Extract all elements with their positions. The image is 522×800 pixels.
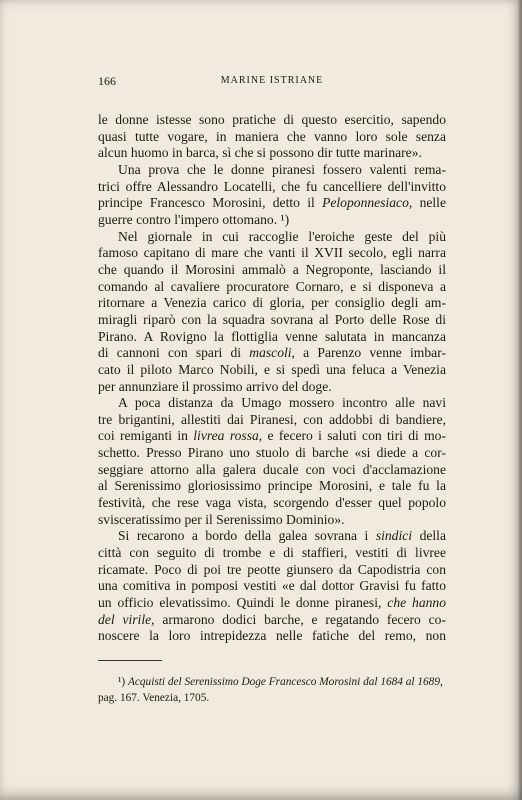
text-line: del virile, armarono dodici barche, e regatando fecero co- [98,611,446,627]
text-line: schetto. Presso Pirano uno stuolo di barche «si diede a cor- [98,445,446,461]
text-line: che quando il Morosini ammalò a Negroponte, lasciando il [98,261,446,277]
text-line: trici offre Alessandro Locatelli, che fu cancelliere dell'invitto [98,178,446,194]
paragraph-1 [98,112,446,162]
text-line: comando al cavaliere procuratore Cornaro, e si disponeva a [98,278,446,294]
paragraph-2 [98,162,446,229]
running-head [98,74,446,90]
text-line: guerre contro l'impero ottomano. ¹) [98,211,290,227]
text-line: coi remiganti in livrea rossa, e fecero i saluti con tiri di mo- [98,428,447,444]
text-line: tre brigantini, allestiti dai Piranesi, con addobbi di bandiere, [98,411,446,427]
italic-text: sindici [375,528,413,544]
paragraph-5 [98,528,446,645]
text-line: Una prova che le donne piranesi fossero valenti rema- [118,161,446,177]
text-line: ricamate. Poco di poi tre peotte giunsero da Capodistria con [98,561,446,577]
text-line: Si recarono a bordo della galea sovrana i sindici della [118,528,446,544]
text-line: miragli riparò con la squadra sovrana al Porto delle Rose di [98,311,446,327]
paragraph-3 [98,229,446,396]
text-line: famoso capitano di mare che vanti il XVII secolo, egli narra [98,245,446,261]
page-number: 166 [98,74,116,88]
text-line: principe Francesco Morosini, detto il Peloponnesiaco, nelle [98,195,446,211]
italic-text: Acquisti del Serenissimo Doge Francesco Morosini dal 1684 al 1689 [127,676,440,688]
text-line: quasi tutte vogare, in maniera che vanno loro sole senza [98,128,446,144]
text-line: noscere la loro intrepidezza nelle fatiche del remo, non [98,628,446,644]
italic-text: che hanno [387,595,447,611]
body-text [98,112,446,645]
italic-text: mascoli [249,345,292,361]
paragraph-4 [98,395,446,528]
text-line: di cannoni con spari di mascoli, a Parenzo venne imbar- [98,345,446,361]
text-line: svisceratissimo per il Serenissimo Dominio». [98,511,345,527]
text-line: le donne istesse sono pratiche di questo esercitio, sapendo [98,112,446,127]
italic-text: livrea rossa [193,428,259,444]
text-line: un officio elevatissimo. Quindi le donne piranesi, che hanno [98,595,447,611]
text-line: Pirano. A Rovigno la flottiglia venne salutata in mancanza [98,328,446,344]
text-line: Nel giornale in cui raccoglie l'eroiche geste del più [118,228,446,244]
text-line: seggiare attorno alla galera ducale con voci d'acclamazione [98,461,446,477]
italic-text: del virile [98,611,152,627]
footnote-rule [98,660,162,661]
text-line: città con seguito di trombe e di staffieri, vestiti di livree [98,545,446,561]
page-edge-shadow [518,0,522,800]
text-line: cato il piloto Marco Nobili, e si spedì una feluca a Venezia [98,361,446,377]
text-line: A poca distanza da Umago mossero incontro alle navi [118,395,446,411]
footnote-line: pag. 167. Venezia, 1705. [98,692,210,704]
footnote-line: ¹) Acquisti del Serenissimo Doge Francesco Morosini dal 1684 al 1689, [118,676,443,688]
text-line: alcun huomo in barca, sì che si possono dir tutte marinare». [98,145,422,161]
text-line: al Serenissimo gloriosissimo principe Morosini, e tale fu la [98,478,446,494]
text-line: ritornare a Venezia carico di gloria, per consiglio degli am- [98,295,446,311]
italic-text: Peloponnesiaco [322,195,409,211]
footnote [98,674,446,706]
running-title: MARINE ISTRIANE [220,75,324,86]
text-line: festività, che rese vaga vista, scorgendo d'esser quel popolo [98,495,446,511]
text-line: per annunziare il prossimo arrivo del doge. [98,378,332,394]
text-line: una comitiva in pomposi vestiti «e dal dottor Gravisi fu fatto [98,578,446,594]
